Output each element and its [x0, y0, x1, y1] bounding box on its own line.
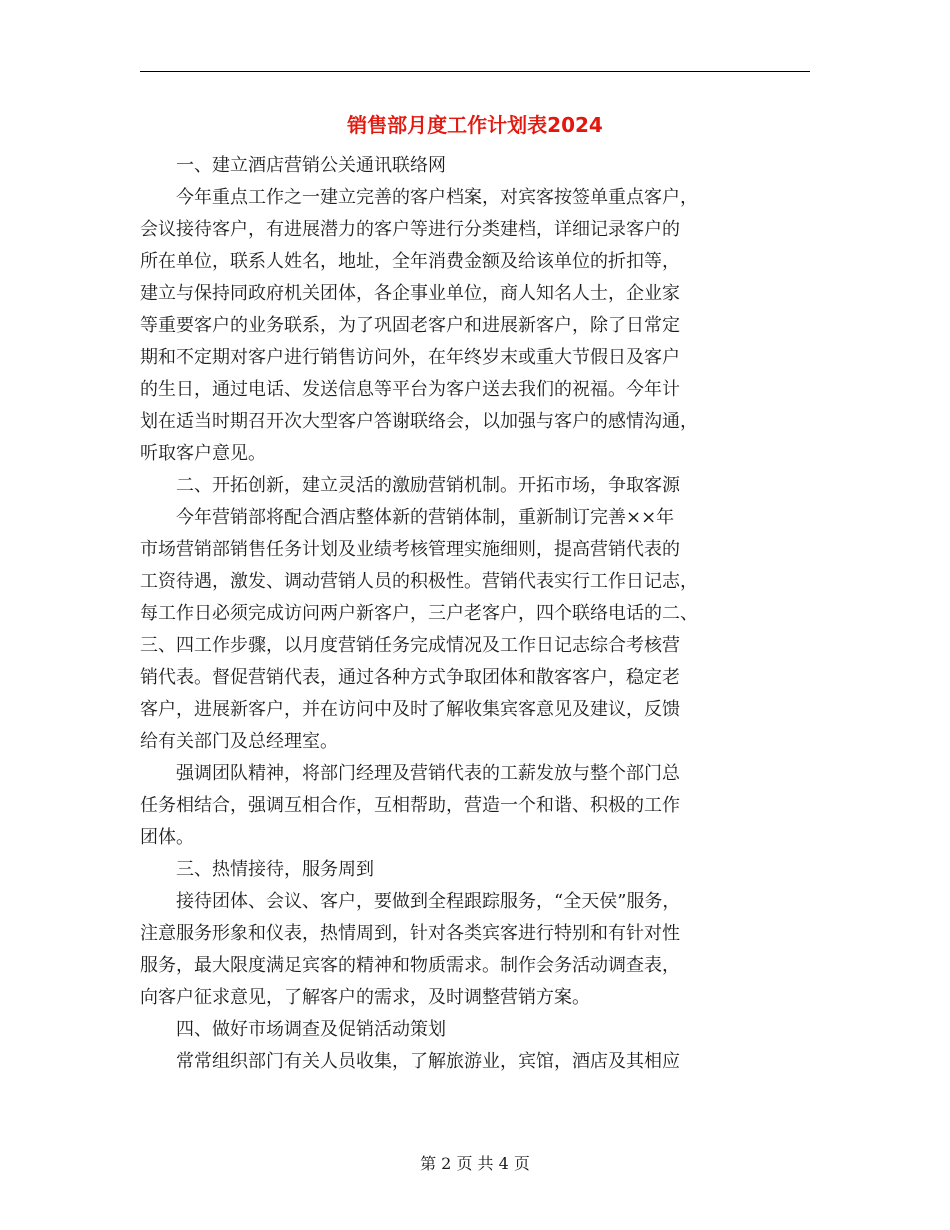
text-line: 期和不定期对客户进行销售访问外，在年终岁末或重大节假日及客户 [140, 347, 680, 368]
text-line: 四、做好市场调查及促销活动策划 [176, 1019, 446, 1040]
document-body [140, 150, 810, 1078]
text-line: 三、热情接待，服务周到 [176, 859, 374, 880]
text-line: 三、四工作步骤，以月度营销任务完成情况及工作日记志综合考核营 [140, 635, 680, 656]
paragraph [140, 886, 810, 1014]
text-line: 向客户征求意见，了解客户的需求，及时调整营销方案。 [140, 987, 590, 1008]
document-title: 销售部月度工作计划表2024 [347, 113, 603, 137]
text-line: 每工作日必须完成访问两户新客户，三户老客户，四个联络电话的二、 [140, 603, 698, 624]
paragraph [140, 150, 810, 182]
text-line: 划在适当时期召开次大型客户答谢联络会，以加强与客户的感情沟通， [140, 411, 698, 432]
text-line: 二、开拓创新，建立灵活的激励营销机制。开拓市场，争取客源 [176, 475, 680, 496]
text-line: 等重要客户的业务联系，为了巩固老客户和进展新客户，除了日常定 [140, 315, 680, 336]
text-line: 一、建立酒店营销公关通讯联络网 [176, 155, 446, 176]
text-line: 今年重点工作之一建立完善的客户档案，对宾客按签单重点客户， [176, 187, 698, 208]
text-line: 接待团体、会议、客户，要做到全程跟踪服务，“全天侯”服务， [176, 891, 681, 912]
paragraph [140, 502, 810, 758]
text-line: 客户，进展新客户，并在访问中及时了解收集宾客意见及建议，反馈 [140, 699, 680, 720]
text-line: 所在单位，联系人姓名，地址，全年消费金额及给该单位的折扣等， [140, 251, 680, 272]
paragraph [140, 1046, 810, 1078]
text-line: 会议接待客户，有进展潜力的客户等进行分类建档，详细记录客户的 [140, 219, 680, 240]
text-line: 市场营销部销售任务计划及业绩考核管理实施细则，提高营销代表的 [140, 539, 680, 560]
paragraph [140, 1014, 810, 1046]
text-line: 今年营销部将配合酒店整体新的营销体制，重新制订完善××年 [176, 507, 675, 528]
text-line: 团体。 [140, 827, 194, 848]
header-rule [140, 71, 810, 72]
text-line: 的生日，通过电话、发送信息等平台为客户送去我们的祝福。今年计 [140, 379, 680, 400]
text-line: 常常组织部门有关人员收集，了解旅游业，宾馆，酒店及其相应 [176, 1051, 680, 1072]
paragraph [140, 182, 810, 470]
paragraph [140, 758, 810, 854]
text-line: 工资待遇，激发、调动营销人员的积极性。营销代表实行工作日记志， [140, 571, 698, 592]
text-line: 给有关部门及总经理室。 [140, 731, 338, 752]
paragraph [140, 854, 810, 886]
page-number: 第 2 页 共 4 页 [420, 1154, 530, 1173]
paragraph [140, 470, 810, 502]
text-line: 听取客户意见。 [140, 443, 266, 464]
text-line: 注意服务形象和仪表，热情周到，针对各类宾客进行特别和有针对性 [140, 923, 680, 944]
text-line: 任务相结合，强调互相合作，互相帮助，营造一个和谐、积极的工作 [140, 795, 680, 816]
text-line: 服务，最大限度满足宾客的精神和物质需求。制作会务活动调查表， [140, 955, 680, 976]
text-line: 销代表。督促营销代表，通过各种方式争取团体和散客客户，稳定老 [140, 667, 680, 688]
text-line: 强调团队精神，将部门经理及营销代表的工薪发放与整个部门总 [176, 763, 680, 784]
text-line: 建立与保持同政府机关团体，各企事业单位，商人知名人士，企业家 [140, 283, 680, 304]
